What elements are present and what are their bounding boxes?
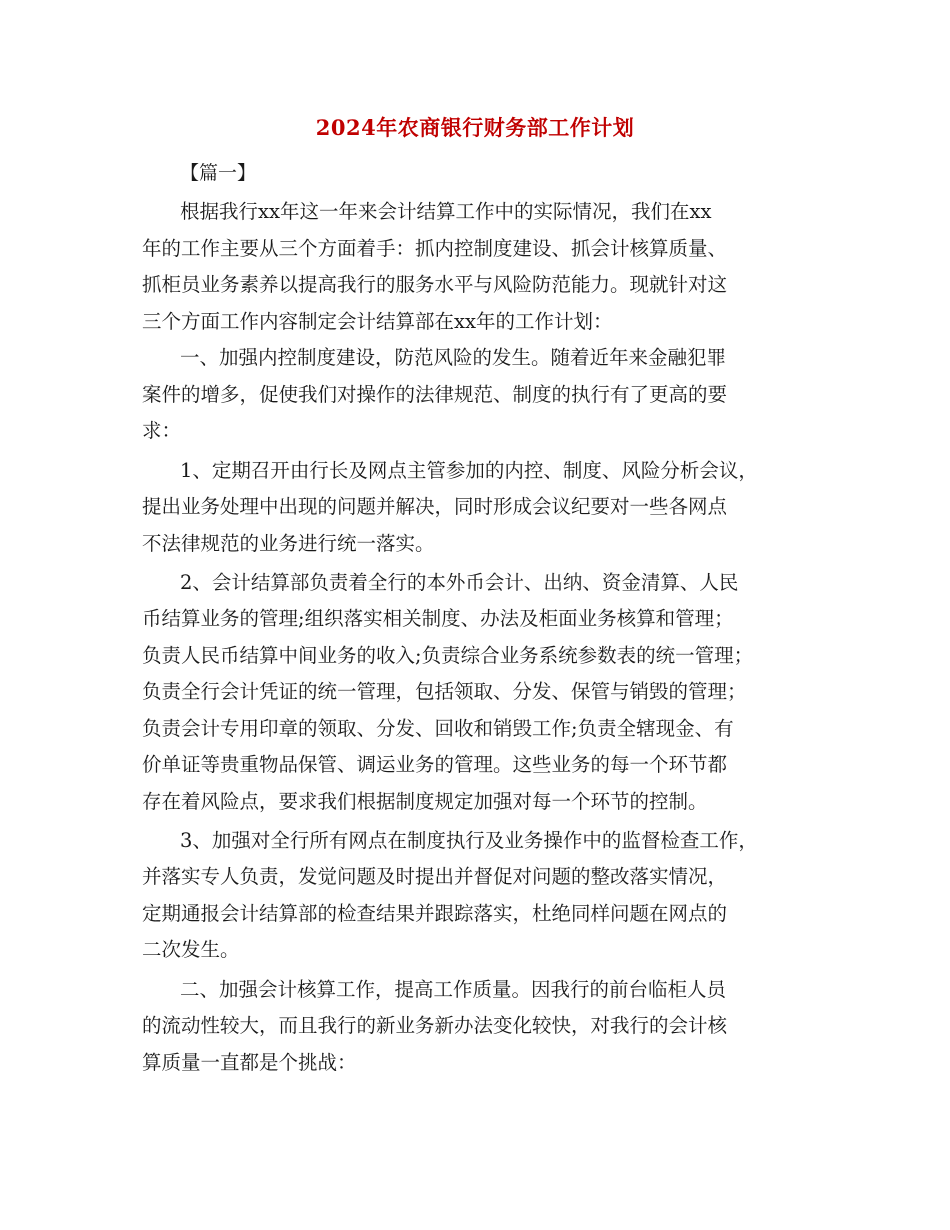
paragraph-line: 负责全行会计凭证的统一管理，包括领取、分发、保管与销毁的管理；: [142, 680, 747, 703]
paragraph-line: 抓柜员业务素养以提高我行的服务水平与风险防范能力。现就针对这: [142, 273, 728, 296]
paragraph-line: 币结算业务的管理;组织落实相关制度、办法及柜面业务核算和管理；: [142, 607, 734, 630]
paragraph-line: 定期通报会计结算部的检查结果并跟踪落实，杜绝同样问题在网点的: [142, 902, 728, 925]
paragraph-line: 价单证等贵重物品保管、调运业务的管理。这些业务的每一个环节都: [142, 753, 728, 776]
paragraph-line: 根据我行xx年这一年来会计结算工作中的实际情况，我们在xx: [180, 200, 712, 223]
paragraph-line: 年的工作主要从三个方面着手：抓内控制度建设、抓会计核算质量、: [142, 237, 728, 260]
paragraph-line: 不法律规范的业务进行统一落实。: [142, 532, 435, 555]
paragraph-line: 存在着风险点，要求我们根据制度规定加强对每一个环节的控制。: [142, 790, 708, 813]
paragraph-line: 提出业务处理中出现的问题并解决，同时形成会议纪要对一些各网点: [142, 495, 728, 518]
paragraph-line: 1、定期召开由行长及网点主管参加的内控、制度、风险分析会议，: [180, 459, 758, 482]
paragraph-line: 求：: [142, 419, 182, 442]
paragraph-line: 二次发生。: [142, 938, 240, 961]
paragraph-line: 3、加强对全行所有网点在制度执行及业务操作中的监督检查工作，: [180, 829, 758, 852]
section-label: 【篇一】: [180, 162, 257, 184]
paragraph-line: 的流动性较大，而且我行的新业务新办法变化较快，对我行的会计核: [142, 1014, 728, 1037]
paragraph-line: 负责人民币结算中间业务的收入;负责综合业务系统参数表的统一管理；: [142, 644, 754, 667]
paragraph-line: 二、加强会计核算工作，提高工作质量。因我行的前台临柜人员: [180, 978, 727, 1001]
paragraph-line: 负责会计专用印章的领取、分发、回收和销毁工作;负责全辖现金、有: [142, 717, 734, 740]
document-title: 2024年农商银行财务部工作计划: [315, 115, 635, 140]
paragraph-line: 一、加强内控制度建设，防范风险的发生。随着近年来金融犯罪: [180, 346, 727, 369]
paragraph-line: 案件的增多，促使我们对操作的法律规范、制度的执行有了更高的要: [142, 383, 728, 406]
paragraph-line: 2、会计结算部负责着全行的本外币会计、出纳、资金清算、人民: [180, 571, 739, 594]
paragraph-line: 三个方面工作内容制定会计结算部在xx年的工作计划：: [142, 310, 613, 333]
paragraph-line: 算质量一直都是个挑战：: [142, 1051, 357, 1074]
paragraph-line: 并落实专人负责，发觉问题及时提出并督促对问题的整改落实情况，: [142, 865, 728, 888]
